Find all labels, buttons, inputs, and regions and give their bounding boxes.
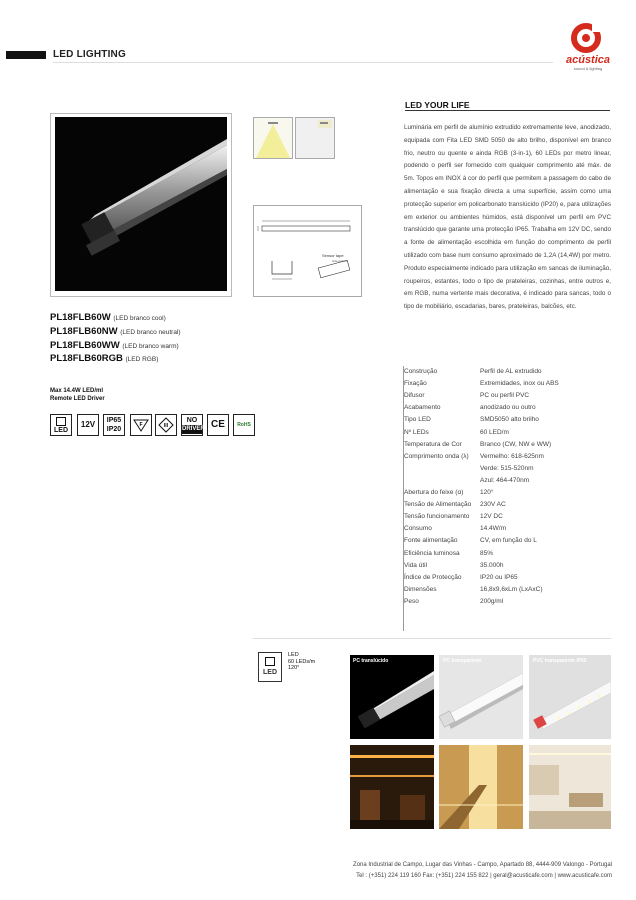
- short-specs: [50, 387, 105, 403]
- spec-value: 230V AC: [480, 501, 506, 509]
- spec-value: IP20 ou IP65: [480, 573, 518, 581]
- spec-key: Consumo: [404, 525, 432, 533]
- spec-value: 200g/ml: [480, 597, 504, 605]
- spec-value: Extremidades, inox ou ABS: [480, 380, 559, 388]
- photo-label-translucent: PC translúcido: [353, 658, 389, 664]
- light-beam-thumb-side: [295, 117, 335, 159]
- spec-key: Tensão de Alimentação: [404, 501, 472, 509]
- spec-value: 60 LED/m: [480, 428, 509, 436]
- model-list: [50, 312, 181, 367]
- photo-ambient-stairs: [439, 745, 523, 829]
- model-code: PL18FLB60NW: [50, 325, 118, 337]
- spec-key: Fonte alimentação: [404, 537, 458, 545]
- class-iii-icon: [155, 414, 177, 436]
- photo-pc-translucent: [439, 655, 523, 739]
- technical-drawing: [253, 205, 362, 297]
- led-bottom-icon: [258, 652, 282, 682]
- spec-value: 14.4W/m: [480, 525, 507, 533]
- led-profile-illustration: [55, 117, 227, 291]
- led-info: [288, 652, 315, 672]
- spec-key: Eficiência luminosa: [404, 549, 460, 557]
- logo-name: acústica: [565, 54, 611, 66]
- product-description: Luminária em perfil de alumínio extrudido extremamente leve, anodizado, equipada com Fita LED SMD 5050 de alto brilho, disponível em branco frio, neutro ou quente e ainda RGB (3-in-1), 60 LEDs por metro linear, podendo o perfil ser fornecido com qualquer comprimento até máx. de 5m. Topos em INOX à cor do perfil que permitem a passagem do cabo de alimentação e sua fixação directa a uma superfície, assim como uma protecção superior em policarbonato translúcido (IP20) e, para utilizações em exterior ou ambientes húmidos, está disponível um perfil em PVC translúcido que garante uma protecção IP65. Trabalha em 12V DC, sendo a fonte de alimentação escolhida em função do comprimento de perfil utilizado com base num consumo aproximado de 1,2A (14,4W) por metro. Produto especialmente indicado para utilização em sancas de iluminação, roupeiros, estantes, todo o tipo de prateleiras, cozinhas, entre outros e, em RGB, numa vertente mais decorativa, é indicado para sancas, todo o tipo de mobiliário, escadarias, bares, prateleiras, balcões, etc.: [404, 124, 611, 311]
- led-info-angle: 120°: [288, 665, 300, 671]
- ip-badge-icon: [103, 414, 125, 436]
- led-info-type: LED: [288, 652, 299, 658]
- ip-rating-1: IP65: [106, 417, 122, 424]
- spec-value: 12V DC: [480, 513, 503, 521]
- logo-tagline: sound & lighting: [573, 66, 603, 71]
- model-desc: (LED RGB): [125, 356, 159, 364]
- photo-ambient-restaurant: [350, 745, 434, 829]
- led-badge-icon: [50, 414, 72, 436]
- led-info-count: 60 LEDs/m: [288, 658, 316, 665]
- photo-ambient-lounge: [529, 745, 611, 829]
- model-code: PL18FLB60WW: [50, 339, 120, 351]
- spec-value: Azul: 464-470nm: [480, 476, 530, 484]
- dimension-drawing-icon: [254, 206, 361, 296]
- light-beam-thumb-warm: [253, 117, 293, 159]
- header-divider: [53, 62, 553, 63]
- model-desc: (LED branco cool): [113, 315, 166, 322]
- photo-label: PC transparente: [443, 658, 482, 664]
- led-badge-label: LED: [54, 427, 68, 434]
- spec-value: Verde: 515-520nm: [480, 464, 534, 472]
- spec-value: 35.000h: [480, 561, 504, 569]
- slogan-underline: [405, 110, 610, 111]
- ce-mark-icon: CE: [207, 414, 229, 436]
- diagram-label-b: hole pattern: [332, 259, 348, 263]
- rohs-label: RoHS: [237, 422, 251, 428]
- photo-label: PVC transparente IP65: [533, 658, 587, 664]
- spec-value: Vermelho: 618-625nm: [480, 452, 544, 460]
- section-title: LED LIGHTING: [53, 49, 126, 60]
- spec-key: Temperatura de Cor: [404, 440, 462, 448]
- product-image: [55, 117, 227, 291]
- spec-key: Tensão funcionamento: [404, 513, 470, 521]
- spec-value: Branco (CW, NW e WW): [480, 440, 552, 448]
- header-bar: [6, 51, 46, 59]
- spec-key: Tipo LED: [404, 416, 431, 424]
- spec-value: 120°: [480, 489, 494, 496]
- led-bottom-label: LED: [263, 669, 277, 676]
- spec-key: Abertura do feixe (α): [404, 489, 464, 496]
- slogan-title: LED YOUR LIFE: [405, 100, 470, 110]
- spec-value: CV, em função do L: [480, 537, 537, 545]
- spec-key: Vida útil: [404, 561, 428, 569]
- svg-text:III: III: [163, 423, 169, 429]
- spec-key: Dimensões: [404, 585, 437, 593]
- spec-key: Nº LEDs: [404, 428, 429, 436]
- spec-key: Construção: [404, 368, 438, 375]
- rohs-icon: [233, 414, 255, 436]
- max-power-text: Max 14.4W LED/ml: [50, 388, 104, 394]
- model-code: PL18FLB60RGB: [50, 353, 123, 365]
- spec-value: PC ou perfil PVC: [480, 392, 530, 400]
- driver-text: Remote LED Driver: [50, 396, 105, 402]
- no-driver-icon: [181, 414, 203, 436]
- model-item: [50, 340, 181, 354]
- diagram-label-a: Sensor tape: [322, 253, 344, 258]
- spec-key: Fixação: [404, 380, 427, 388]
- f-mark-icon: [130, 414, 152, 436]
- no-driver-label-2: DRIVER: [182, 426, 205, 432]
- section-divider: [253, 638, 611, 639]
- voltage-badge-icon: 12V: [77, 414, 99, 436]
- ip-rating-2: IP20: [106, 426, 122, 433]
- spec-value: 85%: [480, 549, 494, 557]
- footer-contacts: Tel : (+351) 224 119 160 Fax: (+351) 224 155 822 | geral@acusticafe.com | www.acusticafe.com: [356, 873, 612, 879]
- photo-profile-black: [350, 655, 434, 739]
- spec-key: Peso: [404, 597, 419, 605]
- no-driver-label-1: NO: [186, 417, 198, 424]
- spec-key: Acabamento: [404, 404, 441, 412]
- spec-value: anodizado ou outro: [480, 404, 536, 412]
- spec-value: SMD5050 alto brilho: [480, 416, 539, 424]
- model-item: [50, 326, 181, 340]
- svg-text:F: F: [139, 422, 143, 428]
- spec-key: Comprimento onda (λ): [404, 452, 469, 460]
- model-desc: (LED branco neutral): [120, 328, 181, 336]
- model-item: [50, 353, 181, 367]
- model-code: PL18FLB60W: [50, 312, 111, 323]
- photo-pvc-ip65: [529, 655, 611, 739]
- model-item: [50, 312, 181, 326]
- footer-address: Zona Industrial de Campo, Lugar das Vinhas - Campo, Apartado 88, 4444-909 Valongo - Portugal: [353, 862, 612, 868]
- spec-key: Difusor: [404, 392, 425, 400]
- model-desc: (LED branco warm): [122, 342, 179, 350]
- spec-value: 16,8x9,6xLm (LxAxC): [480, 585, 543, 593]
- spec-key: Índice de Protecção: [404, 573, 462, 581]
- spec-value: Perfil de AL extrudido: [480, 368, 542, 375]
